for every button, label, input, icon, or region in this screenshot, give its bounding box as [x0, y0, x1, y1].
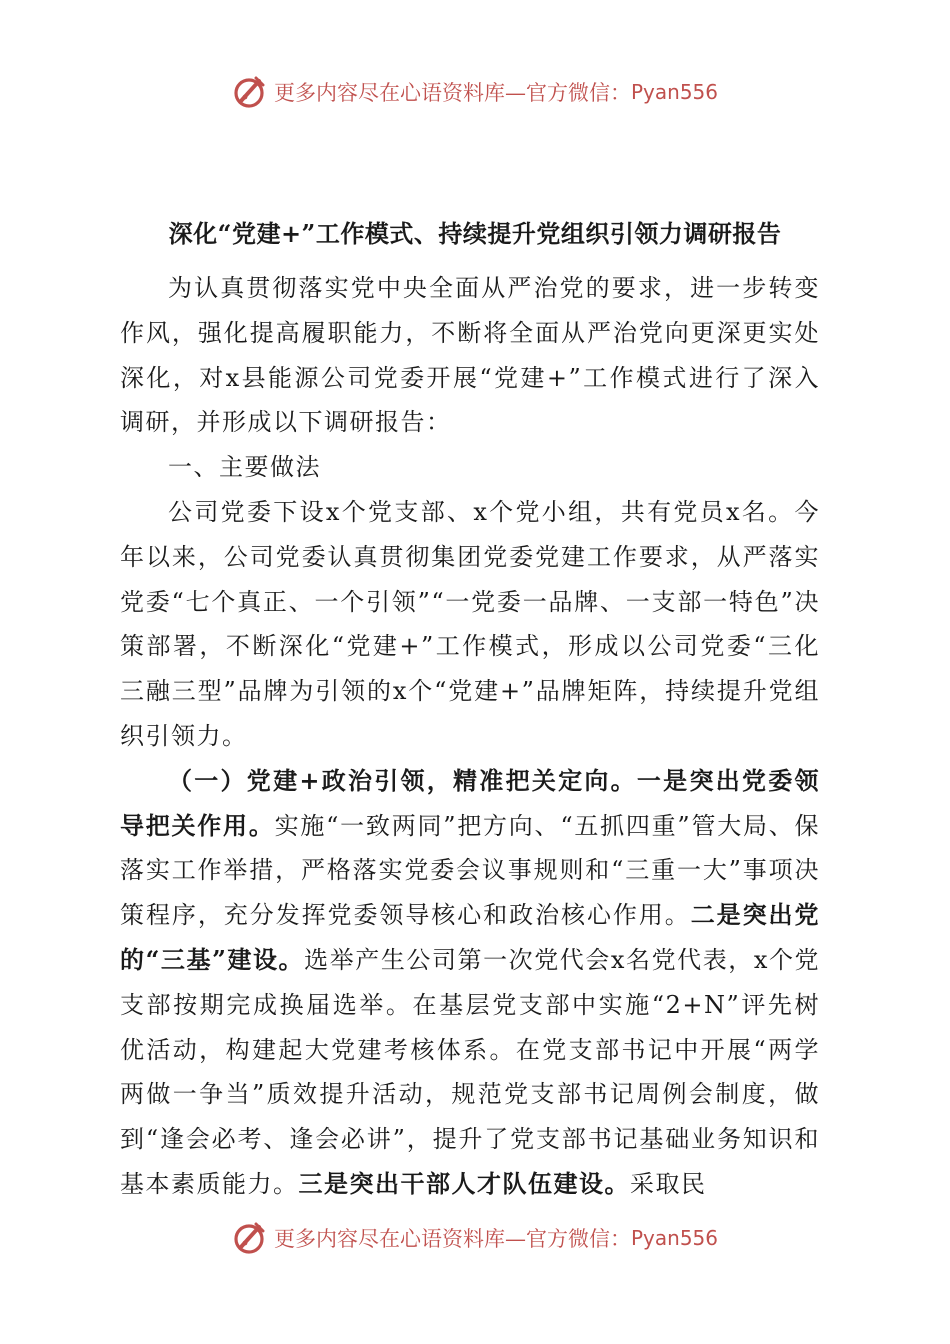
subsection-paragraph — [120, 759, 820, 1207]
subsection-heading: （一）党建+政治引领，精准把关定向。 — [168, 765, 637, 795]
point-text: 选举产生公司第一次党代会x名党代表，x个党支部按期完成换届选举。在基层党支部中实施“2+N”评先树优活动，构建起大党建考核体系。在党支部书记中开展“两学两做一争当”质效提升活动，规范党支部书记周例会制度，做到“逢会必考、逢会必讲”，提升了党支部书记基础业务知识和基本素质能力。 — [120, 945, 821, 1198]
footer-watermark-banner — [0, 1218, 950, 1258]
header-watermark-banner — [0, 72, 950, 112]
banner-handle: Pyan556 — [630, 80, 718, 104]
point-text: 采取民 — [630, 1169, 707, 1198]
document-title: 深化“党建+”工作模式、持续提升党组织引领力调研报告 — [168, 219, 782, 248]
point-title: 一是突出党委领导把关作用。 — [120, 765, 821, 840]
pen-seal-icon — [232, 74, 268, 110]
intro-paragraph: 为认真贯彻落实党中央全面从严治党的要求，进一步转变作风，强化提高履职能力，不断将全面从严治党向更深更实处深化，对x县能源公司党委开展“党建+”工作模式进行了深入调研，并形成以下调研报告： — [120, 274, 820, 437]
point-text: 实施“一致两同”把方向、“五抓四重”管大局、保落实工作举措，严格落实党委会议事规则和“三重一大”事项决策程序，充分发挥党委领导核心和政治核心作用。 — [120, 811, 821, 930]
point-title: 三是突出干部人才队伍建设。 — [298, 1168, 630, 1198]
banner-handle: Pyan556 — [630, 1226, 718, 1250]
banner-text: 更多内容尽在心语资料库—官方微信： — [273, 81, 631, 105]
section-heading: 一、主要做法 — [168, 453, 321, 482]
banner-text: 更多内容尽在心语资料库—官方微信： — [273, 1227, 631, 1251]
section-paragraph: 公司党委下设x个党支部、x个党小组，共有党员x名。今年以来，公司党委认真贯彻集团党委党建工作要求，从严落实党委“七个真正、一个引领”“一党委一品牌、一支部一特色”决策部署，不断深化“党建+”工作模式，形成以公司党委“三化三融三型”品牌为引领的x个“党建+”品牌矩阵，持续提升党组织引领力。 — [120, 497, 820, 750]
document-body — [120, 266, 820, 1207]
point-title: 二是突出党的“三基”建设。 — [120, 900, 821, 974]
pen-seal-icon — [232, 1220, 268, 1256]
